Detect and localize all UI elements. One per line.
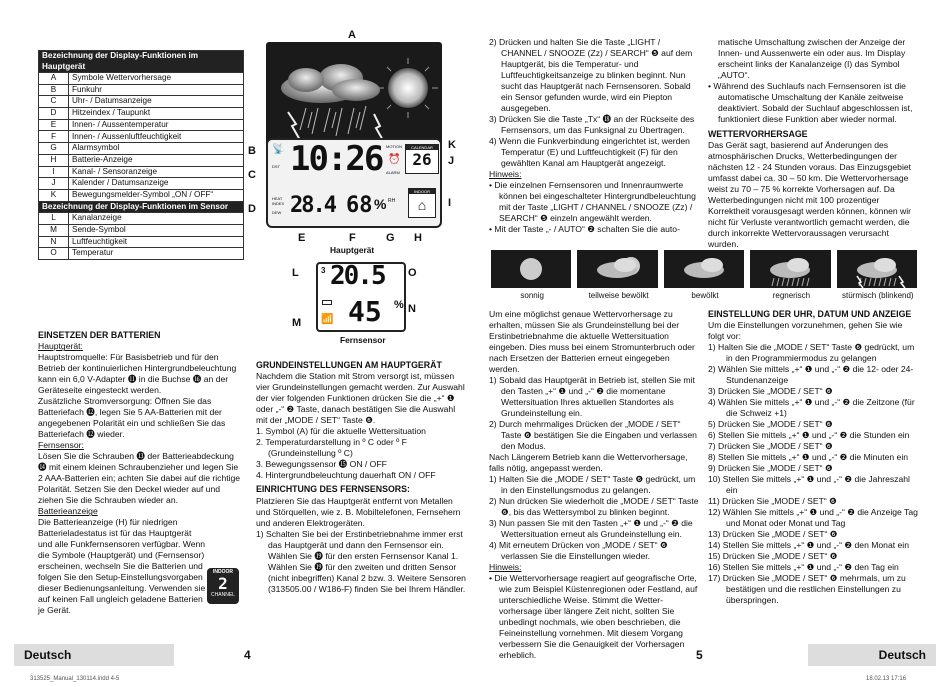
label-g: G xyxy=(386,232,395,244)
r2-p1: matische Umschaltung zwischen der Anzeige der Innen- und Aussenwerte ein oder aus. Im Display erscheint links der Kanalanzeige (I) das Symbol „AUTO“. xyxy=(718,37,906,80)
batteries-p4: Die Batterieanzeige (H) für niedrigen Batterieladestatus ist für das Hauptgerät und alle Funkfernsensoren verfügbar. Wenn die Symbole (Hauptgerät) und (Fernsensor) erscheinen, wechseln Sie die Batterien und folgen Sie den Setup-Einstellungsvorgaben dieser Bedienungsanleitung. Verwenden sie auf keinen Fall ungleich geladene Batterien je Gerät. xyxy=(38,517,206,616)
weather-label: bewölkt xyxy=(691,291,719,300)
table-row xyxy=(39,154,244,166)
radio-clock-icon: 📡 xyxy=(272,144,285,155)
r3-hint: Hinweis: xyxy=(489,562,522,572)
sensor-temperature: 20.5 xyxy=(330,261,385,291)
weather-icon xyxy=(837,250,917,288)
list-item: 10) Stellen Sie mittels „+“ ❶ und „-“ ❷ die Jahreszahl ein xyxy=(708,474,910,496)
battery-indicator-label: Batterieanzeige xyxy=(38,506,98,517)
clock-steps-list xyxy=(708,342,920,606)
table-key: E xyxy=(39,119,69,131)
batteries-title: EINSETZEN DER BATTERIEN xyxy=(38,330,161,340)
motion-label: MOTION xyxy=(386,144,402,149)
list-item: 16) Stellen Sie mittels „+“ ❶ und „-“ ❷ den Tag ein xyxy=(708,562,899,573)
list-item: 3) Drücken Sie „MODE / SET“ ❻ xyxy=(708,386,833,397)
table-row xyxy=(39,84,244,96)
label-b: B xyxy=(248,145,256,157)
table-key: I xyxy=(39,166,69,178)
table-key: A xyxy=(39,73,69,85)
basic-title: GRUNDEINSTELLUNGEN AM HAUPTGERÄT xyxy=(256,360,442,370)
table-row xyxy=(39,178,244,190)
list-item: 11) Drücken Sie „MODE / SET“ ❻ xyxy=(708,496,837,507)
sensor-caption: Fernsensor xyxy=(340,335,386,345)
table-row xyxy=(39,166,244,178)
list-item: 9) Drücken Sie „MODE / SET“ ❻ xyxy=(708,463,833,474)
transmit-icon: 📶 xyxy=(321,314,334,325)
alarm-icon: ⏰ xyxy=(388,154,401,165)
table-value: Alarmsymbol xyxy=(69,143,244,155)
basic-settings-section xyxy=(256,356,468,595)
weather-icon xyxy=(491,250,571,288)
table-row xyxy=(39,189,244,201)
list-item: 4) Wählen Sie mittels „+“ ❶ und „-“ ❷ die Zeitzone (für die Schweiz +1) xyxy=(708,397,915,419)
table-row xyxy=(39,73,244,85)
table-key: L xyxy=(39,213,69,225)
table-value: Uhr- / Datumsanzeige xyxy=(69,96,244,108)
r1-p1: 2) Drücken und halten Sie die Taste „LIGHT / CHANNEL / SNOOZE (Zz) / SEARCH“ ❺ auf dem Hauptgerät, bis die Temperatur- und Luftfeuchtigkeitsanzeige zu blinken beginnt. Nun sucht das Hauptgerät nach Fernsensoren. Sobald ein Sensor gefunden wurde, wird ein Piepton ausgegeben. xyxy=(489,37,693,113)
list-item: 13) Drücken Sie „MODE / SET“ ❻ xyxy=(708,529,838,540)
r3-p2: Nach Längerem Betrieb kann die Wettervorhersage, falls nötig, angepasst werden. xyxy=(489,452,688,473)
basic-items-list xyxy=(256,426,468,481)
calendar-box xyxy=(405,144,439,174)
page-number-left: 4 xyxy=(244,648,251,662)
main-lcd xyxy=(266,138,442,228)
weather-icon xyxy=(750,250,830,288)
dst-label: DST xyxy=(272,164,280,169)
weather-label: regnerisch xyxy=(772,291,811,300)
calendar-date: 26 xyxy=(412,150,432,170)
function-table xyxy=(38,50,244,260)
sensor-channel: 3 xyxy=(321,266,326,275)
table-row xyxy=(39,143,244,155)
r2-b1: • Während des Suchlaufs nach Fernsensoren ist die automatische Umschaltung der Kanäle zeitweise deaktiviert. Sobald der Suchlauf abgeschlossen ist, funktioniert diese Funktion aber wieder normal. xyxy=(708,81,913,124)
main-unit-figure xyxy=(248,28,458,256)
rh-label: RH xyxy=(388,198,396,204)
table-value: Funkuhr xyxy=(69,84,244,96)
table-row xyxy=(39,131,244,143)
table-value: Kanalanzeige xyxy=(69,213,244,225)
sensor-setup-title: EINRICHTUNG DES FERNSENSORS: xyxy=(256,484,410,495)
right-col3 xyxy=(489,309,701,661)
table-value: Temperatur xyxy=(69,248,244,260)
r3-s1: 1) Sobald das Hauptgerät in Betrieb ist, stellen Sie mit den Tasten „+“ ❶ und „-“ ❷ die momentane Wettersituation Ihres aktuellen Standortes als Grundeinstellung ein. xyxy=(489,375,695,418)
table-header-main: Bezeichnung der Display-Funktionen im Hauptgerät xyxy=(39,51,244,73)
dew-label: DEW xyxy=(272,210,282,215)
footer-language-left: Deutsch xyxy=(24,648,72,662)
basic-p3: 1) Schalten Sie bei der Erstinbetriebnahme immer erst das Hauptgerät und dann den Fernsensor ein. Wählen Sie ⓳ für den ersten Fernsensor Kanal 1. Wählen Sie ⓳ für den zweiten und dritten Sensor (nicht inbegriffen) Kanal 2 bzw. 3. Weitere Sensoren (313505.00 / W186-F) finden Sie bei Ihrem Händler. xyxy=(256,528,466,594)
table-key: O xyxy=(39,248,69,260)
channel-indoor-label: INDOOR xyxy=(213,569,233,575)
list-item: 1. Symbol (A) für die aktuelle Wettersituation xyxy=(256,426,426,437)
main-caption: Hauptgerät xyxy=(330,245,375,255)
table-value: Sende-Symbol xyxy=(69,224,244,236)
alarm-label: ALARM xyxy=(386,170,400,175)
label-l: L xyxy=(292,267,299,279)
table-row xyxy=(39,224,244,236)
list-item: 4. Hintergrundbeleuchtung dauerhaft ON / OFF xyxy=(256,470,436,481)
indoor-label: INDOOR xyxy=(409,189,435,194)
table-value: Innen- / Aussenluftfeuchtigkeit xyxy=(69,131,244,143)
label-h: H xyxy=(414,232,422,244)
table-row xyxy=(39,248,244,260)
file-name: 313525_Manual_130114.indd 4-5 xyxy=(30,676,120,682)
sensor-lcd xyxy=(316,262,406,332)
footer-bar-left xyxy=(14,644,174,666)
table-value: Kanal- / Sensoranzeige xyxy=(69,166,244,178)
table-key: C xyxy=(39,96,69,108)
list-item: 12) Wählen Sie mittels „+“ ❶ und „-“ ❷ die Anzeige Tag und Monat oder Monat und Tag xyxy=(708,507,918,529)
r3-t3: 3) Nun passen Sie mit den Tasten „+“ ❶ und „-“ ❷ die Wettersituation erneut als Grundeinstellung ein. xyxy=(489,518,693,539)
r3-t4: 4) Mit erneutem Drücken von „MODE / SET“ ❻ verlassen Sie die Einstellungen wieder. xyxy=(489,540,668,561)
list-item: 15) Drücken Sie „MODE / SET“ ❻ xyxy=(708,551,838,562)
channel-number: 2 xyxy=(218,574,228,594)
table-row xyxy=(39,236,244,248)
table-row xyxy=(39,96,244,108)
table-value: Symbole Wettervorhersage xyxy=(69,73,244,85)
list-item: 8) Stellen Sie mittels „+“ ❶ und „-“ ❷ die Minuten ein xyxy=(708,452,909,463)
list-item: 3. Bewegungssensor ⓯ ON / OFF xyxy=(256,459,387,470)
list-item: 7) Drücken Sie „MODE / SET“ ❻ xyxy=(708,441,833,452)
label-o: O xyxy=(408,267,417,279)
table-value: Batterie-Anzeige xyxy=(69,154,244,166)
batteries-p1: Hauptstromquelle: Für Basisbetrieb und für den Betrieb der kontinuierlichen Hintergrundbeleuchtung kann ein 6,0 V-Adapter ⓫ in die Buchse ⓰ an der Geräteseite eingesteckt werden. xyxy=(38,352,237,396)
table-key: B xyxy=(39,84,69,96)
label-e: E xyxy=(298,232,306,244)
sensor-humidity-percent: % xyxy=(394,299,404,311)
channel-icon-box xyxy=(207,568,239,604)
table-key: G xyxy=(39,143,69,155)
battery-icon-sensor xyxy=(322,300,332,305)
table-key: D xyxy=(39,108,69,120)
weather-label: stürmisch (blinkend) xyxy=(842,291,914,300)
heat-index-label: HEAT INDEX xyxy=(272,196,285,207)
table-key: J xyxy=(39,178,69,190)
table-value: Bewegungsmelder-Symbol „ON / OFF“ xyxy=(69,189,244,201)
print-date: 18.02.13 17:16 xyxy=(866,676,907,682)
sensor-figure xyxy=(290,262,420,348)
humidity-percent: % xyxy=(374,196,387,212)
footer-bar-right xyxy=(808,644,936,666)
r1-hint: Hinweis: xyxy=(489,169,522,179)
list-item: 6) Stellen Sie mittels „+“ ❶ und „-“ ❷ die Stunden ein xyxy=(708,430,910,441)
r3-s2: 2) Durch mehrmaliges Drücken der „MODE / SET“ Taste ❻ bestätigen Sie die Eingaben und verlassen den Modus. xyxy=(489,419,697,451)
table-header-sensor: Bezeichnung der Display-Funktionen im Sensor xyxy=(39,201,244,213)
label-k: K xyxy=(448,139,456,151)
list-item: 14) Stellen Sie mittels „+“ ❶ und „-“ ❷ den Monat ein xyxy=(708,540,909,551)
table-key: K xyxy=(39,189,69,201)
r3-t1: 1) Halten Sie die „MODE / SET“ Taste ❻ gedrückt, um in den Einstellungsmodus zu gelangen. xyxy=(489,474,696,495)
time-display: 10:26 xyxy=(290,139,383,179)
weather-strip xyxy=(489,250,921,304)
weather-icon xyxy=(664,250,744,288)
temperature-display: 28.4 xyxy=(290,193,335,218)
table-row xyxy=(39,213,244,225)
label-i: I xyxy=(448,197,452,209)
r2-p2: Das Gerät sagt, basierend auf Änderungen des atmosphärischen Drucks, Wetterbedingungen der nächsten 12 - 24 Stunden voraus. Das Einzugsgebiet umfasst dabei ca. 30 – 50 km. Die Wettervorhersage weist zu 70 – 75 % korrekte Vorhersagen auf. Da Wetterbedingungen nicht mit 100 prozentiger Korrektheit vorausgesagt werden können, können wir nicht für Verluste verantwortlich gemacht werden, die durch inkorrekte Wettervoraussagen verursacht wurden. xyxy=(708,140,912,250)
r3-p1: Um eine möglichst genaue Wettervorhersage zu erhalten, müssen Sie als Grundeinstellung bei der Erstinbetriebnahme die aktuelle Wettersituation eingeben. Dies muss bei einem Stromunterbruch oder nach Ersetzen der Batterien erneut eingegeben werden. xyxy=(489,309,695,374)
table-row xyxy=(39,108,244,120)
label-f: F xyxy=(349,232,356,244)
batteries-p2: Zusätzliche Stromversorgung: Öffnen Sie das Batteriefach ⓬, legen Sie 5 AA-Batterien mit der angegebenen Polarität ein und schließen Sie das Batteriefach ⓬ wieder. xyxy=(38,396,226,440)
weather-icon xyxy=(577,250,657,288)
r3-b1: • Die Wettervorhersage reagiert auf geografische Orte, wie zum Beispiel Küstenregionen oder Festland, auf unterschiedliche Weise. Stimmt die Wetter- vorhersage über längere Zeit nicht, sollten Sie unbedingt nochmals, wie oben beschrieben, die Feineinstellung vornehmen. Mit diesem Vorgang verbessern Sie die Genauigkeit der Vorhersagen erheblich. xyxy=(489,573,698,660)
table-key: N xyxy=(39,236,69,248)
label-a: A xyxy=(348,29,356,41)
table-key: H xyxy=(39,154,69,166)
humidity-display: 68 xyxy=(346,193,373,218)
clock-title: EINSTELLUNG DER UHR, DATUM UND ANZEIGE xyxy=(708,309,912,319)
r1-p3: 4) Wenn die Funkverbindung eingerichtet ist, werden Temperatur (E) und Luftfeuchtigkeit (F) für den gewählten Kanal am Hauptgerät angezeigt. xyxy=(489,136,690,168)
remote-sensor-label: Fernsensor: xyxy=(38,440,84,451)
r1-p2: 3) Drücken Sie die Taste „Tx“ ⓲ an der Rückseite des Fernsensors, um das Funksignal zu Übertragen. xyxy=(489,114,695,135)
right-col1 xyxy=(489,37,701,235)
table-value: Luftfeuchtigkeit xyxy=(69,236,244,248)
channel-label: CHANNEL xyxy=(211,592,235,599)
r1-b1: • Die einzelnen Fernsensoren und Innenraumwerte können bei eingeschalteter Hintergrundbeleuchtung mit der Taste „LIGHT / CHANNEL / SNOOZE (Zz) / SEARCH“ ❺ einzeln angewählt werden. xyxy=(489,180,696,223)
sensor-humidity: 45 xyxy=(348,295,382,328)
basic-p2: Platzieren Sie das Hauptgerät entfernt von Metallen und Störquellen, wie z. B. Mobiltelefonen, Fernsehern und anderen Elektrogeräten. xyxy=(256,495,461,528)
clock-intro: Um die Einstellungen vorzunehmen, gehen Sie wie folgt vor: xyxy=(708,320,903,342)
batteries-p3: Lösen Sie die Schrauben ⓭ der Batterieabdeckung ⓮ mit einem kleinen Schraubenzieher und legen Sie 2 AAA-Batterien ein; achten Sie dabei auf die richtige Polarität. Setzen Sie den Deckel wieder auf und ziehen Sie die Schrauben wieder an. xyxy=(38,451,241,506)
calendar-label: CALENDAR xyxy=(406,145,438,150)
label-d: D xyxy=(248,203,256,215)
list-item: 2) Wählen Sie mittels „+“ ❶ und „-“ ❷ die 12- oder 24-Stundenanzeige xyxy=(708,364,914,386)
list-item: 17) Drücken Sie „MODE / SET“ ❻ mehrmals, um zu bestätigen und die restlichen Einstellungen zu überspringen. xyxy=(708,573,906,606)
indoor-channel-box xyxy=(408,188,436,218)
table-value: Hitzeindex / Taupunkt xyxy=(69,108,244,120)
r1-b2: • Mit der Taste „- / AUTO“ ❷ schalten Sie die auto- xyxy=(489,224,680,234)
label-c: C xyxy=(248,169,256,181)
label-n: N xyxy=(408,303,416,315)
house-icon: ⌂ xyxy=(417,197,427,214)
table-value: Kalender / Datumsanzeige xyxy=(69,178,244,190)
list-item: 1) Halten Sie die „MODE / SET“ Taste ❻ gedrückt, um in den Programmiermodus zu gelangen xyxy=(708,342,915,364)
basic-p1: Nachdem die Station mit Strom versorgt ist, müssen vier Grundeinstellungen gemacht werden. Zur Auswahl der vier folgenden Funktionen drücken Sie die „+“ ❶ oder „-“ ❷ Taste, danach bestätigen Sie die Auswahl mit der „MODE / SET“ Taste ❻. xyxy=(256,371,465,426)
list-item: 2. Temperaturdarstellung in º C oder º F (Grundeinstellung º C) xyxy=(256,437,407,459)
main-unit-label: Hauptgerät: xyxy=(38,341,83,352)
right-col2 xyxy=(708,37,920,250)
label-m: M xyxy=(292,317,302,329)
list-item: 5) Drücken Sie „MODE / SET“ ❻ xyxy=(708,419,833,430)
table-value: Innen- / Aussentemperatur xyxy=(69,119,244,131)
r3-t2: 2) Nun drücken Sie wiederholt die „MODE / SET“ Taste ❻, bis das Wettersymbol zu blinken beginnt. xyxy=(489,496,699,517)
footer-language-right: Deutsch xyxy=(878,648,926,662)
weather-label: sonnig xyxy=(520,291,544,300)
label-j: J xyxy=(448,155,455,167)
weather-label: teilweise bewölkt xyxy=(588,291,649,300)
forecast-title: WETTERVORHERSAGE xyxy=(708,129,808,139)
table-key: M xyxy=(39,224,69,236)
table-key: F xyxy=(39,131,69,143)
table-row xyxy=(39,119,244,131)
right-col4 xyxy=(708,305,920,606)
page-number-right: 5 xyxy=(696,648,703,662)
